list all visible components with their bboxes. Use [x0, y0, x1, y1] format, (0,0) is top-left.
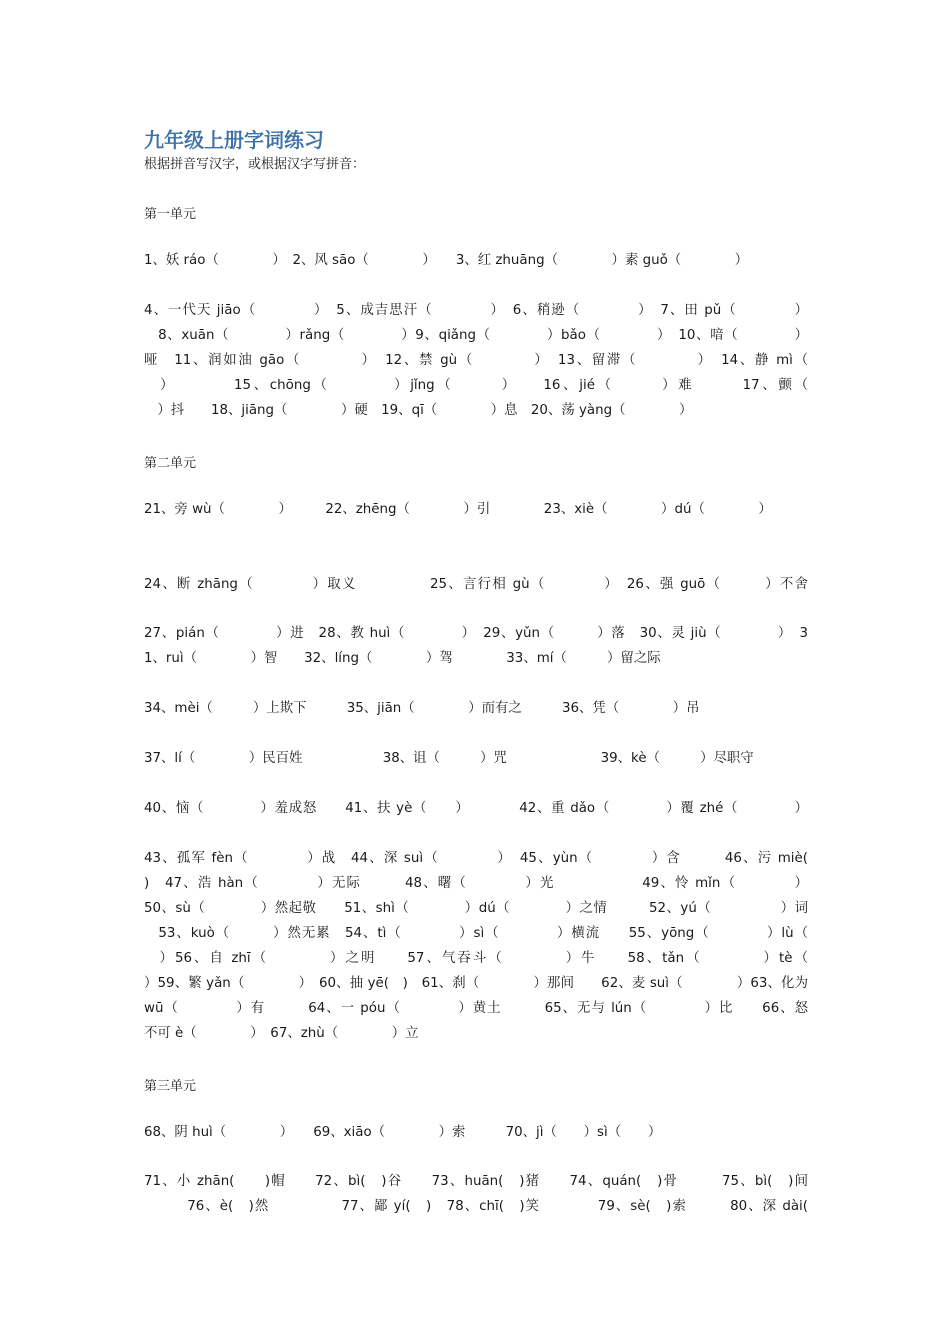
exercise-paragraph-9	[144, 846, 808, 1046]
exercise-line: ）抖 18、jiāng（ ）硬 19、qī（ ）息 20、荡 yàng（ ）	[144, 403, 693, 418]
exercise-line: 不可 è（ ） 67、zhù（ ）立	[144, 1026, 419, 1041]
exercise-line: wū（ ）有 64、一 póu（ ）黄土 65、无与 lún（ ）比 66、怒	[144, 1001, 808, 1016]
exercise-paragraph-3	[144, 497, 808, 522]
exercise-line: 8、xuān（ ）rǎng（ ）9、qiǎng（ ）bǎo（ ） 10、喑（ ）	[144, 328, 808, 343]
exercise-paragraph-1	[144, 248, 808, 273]
exercise-line: 4、一代天 jiāo（ ） 5、成吉思汗（ ） 6、稍逊（ ） 7、田 pǔ（ ）	[144, 303, 808, 318]
instruction-text: 根据拼音写汉字，或根据汉字写拼音：	[144, 157, 366, 172]
exercise-line: 21、旁 wù（ ） 22、zhēng（ ）引 23、xiè（ ）dú（ ）	[144, 502, 772, 517]
exercise-line: 27、pián（ ）进 28、教 huì（ ） 29、yǔn（ ）落 30、灵 jiù（ ） 3	[144, 626, 808, 641]
exercise-line: ）56、自 zhī（ ）之明 57、气吞斗（ ）牛 58、tǎn（ ）tè（	[144, 951, 808, 966]
exercise-line: 1、妖 ráo（ ） 2、风 sāo（ ） 3、红 zhuāng（ ）素 guǒ（ ）	[144, 253, 749, 268]
exercise-line: 1、ruì（ ）智 32、líng（ ）驾 33、mí（ ）留之际	[144, 651, 661, 666]
exercise-paragraph-4	[144, 572, 808, 597]
exercise-line: 37、lí（ ）民百姓 38、诅（ ）咒 39、kè（ ）尽职守	[144, 751, 754, 766]
exercise-paragraph-11	[144, 1169, 808, 1219]
unit-heading-3: 第三单元	[144, 1079, 197, 1094]
exercise-line: 53、kuò（ ）然无累 54、tì（ ）sì（ ）横流 55、yōng（ ）lù（	[144, 926, 808, 941]
exercise-line: ）59、繁 yǎn（ ） 60、抽 yē( ) 61、刹（ ）那间 62、麦 suì（ ）63、化为	[144, 976, 808, 991]
exercise-line: 34、mèi（ ）上欺下 35、jiān（ ）而有之 36、凭（ ）吊	[144, 701, 700, 716]
exercise-paragraph-10	[144, 1120, 808, 1145]
unit-heading-1: 第一单元	[144, 207, 197, 222]
exercise-line: ) 47、浩 hàn（ ）无际 48、曙（ ）光 49、怜 mǐn（ ）	[144, 876, 808, 891]
exercise-line: 43、孤军 fèn（ ）战 44、深 suì（ ） 45、yùn（ ）含 46、污 miè(	[144, 851, 808, 866]
exercise-line: 71、小 zhān( )帽 72、bì( )谷 73、huān( )猪 74、quán( )骨 75、bì( )间	[144, 1174, 808, 1189]
exercise-line: 76、è( )然 77、鄙 yí( ) 78、chī( )笑 79、sè( )索 80、深 dài(	[144, 1199, 808, 1214]
exercise-paragraph-5	[144, 621, 808, 671]
exercise-line: 40、恼（ ）羞成怒 41、扶 yè（ ） 42、重 dǎo（ ）覆 zhé（ ）	[144, 801, 808, 816]
exercise-line: 哑 11、润如油 gāo（ ） 12、禁 gù（ ） 13、留滞（ ） 14、静 mì（	[144, 353, 808, 368]
exercise-paragraph-8	[144, 796, 808, 821]
exercise-paragraph-7	[144, 746, 808, 771]
exercise-line: ） 15、chōng（ ）jǐng（ ） 16、jié（ ）难 17、颤（	[144, 378, 808, 393]
exercise-line: 24、断 zhāng（ ）取义 25、言行相 gù（ ） 26、强 guō（ ）不舍	[144, 577, 808, 592]
exercise-line: 50、sù（ ）然起敬 51、shì（ ）dú（ ）之情 52、yú（ ）词	[144, 901, 808, 916]
exercise-line: 68、阴 huì（ ） 69、xiāo（ ）索 70、jì（ ）sì（ ）	[144, 1125, 662, 1140]
page-title: 九年级上册字词练习	[144, 128, 324, 152]
unit-heading-2: 第二单元	[144, 456, 197, 471]
exercise-paragraph-2	[144, 298, 808, 423]
exercise-paragraph-6	[144, 696, 808, 721]
